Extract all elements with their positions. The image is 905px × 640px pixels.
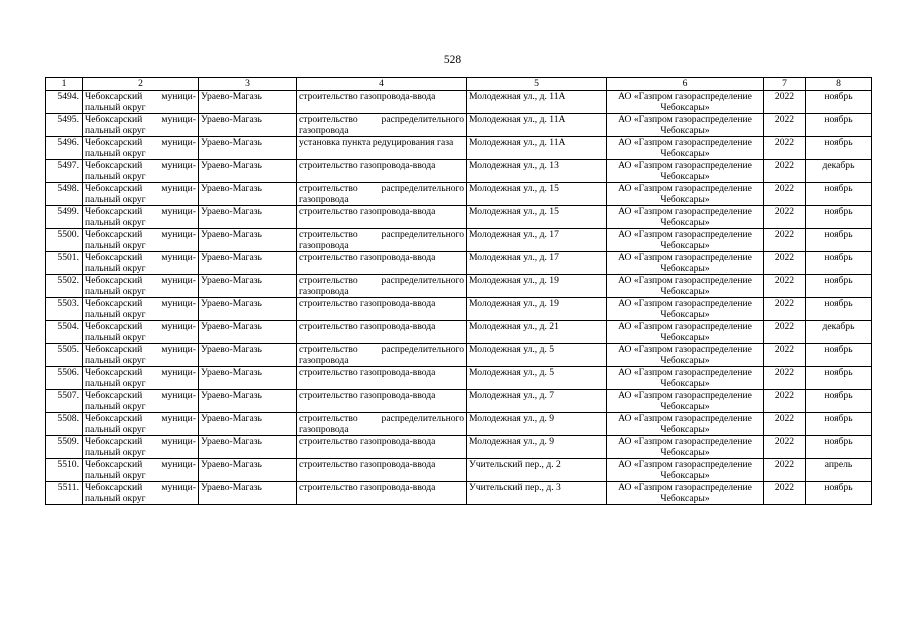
table-row — [46, 252, 872, 275]
district-cell: Чебоксарский муници-пальный округ — [83, 482, 199, 505]
year-cell: 2022 — [764, 229, 806, 252]
address-cell: Молодежная ул., д. 9 — [467, 436, 607, 459]
address-cell: Учительский пер., д. 2 — [467, 459, 607, 482]
work-type-cell: установка пункта редуцирования газа — [297, 137, 467, 160]
settlement-cell: Ураево-Магазь — [199, 390, 297, 413]
month-cell: декабрь — [806, 160, 872, 183]
work-type-cell: строительство распределительного газопровода — [297, 413, 467, 436]
year-cell: 2022 — [764, 91, 806, 114]
row-number: 5502. — [46, 275, 83, 298]
settlement-cell: Ураево-Магазь — [199, 275, 297, 298]
year-cell: 2022 — [764, 436, 806, 459]
settlement-cell: Ураево-Магазь — [199, 137, 297, 160]
district-cell: Чебоксарский муници-пальный округ — [83, 206, 199, 229]
table-row — [46, 229, 872, 252]
district-cell: Чебоксарский муници-пальный округ — [83, 252, 199, 275]
year-cell: 2022 — [764, 459, 806, 482]
row-number: 5506. — [46, 367, 83, 390]
settlement-cell: Ураево-Магазь — [199, 183, 297, 206]
organization-cell: АО «Газпром газораспределение Чебоксары» — [607, 114, 764, 137]
address-cell: Молодежная ул., д. 7 — [467, 390, 607, 413]
table-body — [46, 91, 872, 505]
district-cell: Чебоксарский муници-пальный округ — [83, 229, 199, 252]
row-number: 5507. — [46, 390, 83, 413]
work-type-cell: строительство газопровода-ввода — [297, 160, 467, 183]
month-cell: ноябрь — [806, 229, 872, 252]
district-cell: Чебоксарский муници-пальный округ — [83, 160, 199, 183]
district-cell: Чебоксарский муници-пальный округ — [83, 390, 199, 413]
column-header-4: 4 — [297, 78, 467, 91]
table-row — [46, 137, 872, 160]
work-type-cell: строительство газопровода-ввода — [297, 91, 467, 114]
address-cell: Молодежная ул., д. 9 — [467, 413, 607, 436]
year-cell: 2022 — [764, 344, 806, 367]
year-cell: 2022 — [764, 413, 806, 436]
month-cell: ноябрь — [806, 275, 872, 298]
table-row — [46, 459, 872, 482]
table-row — [46, 206, 872, 229]
year-cell: 2022 — [764, 183, 806, 206]
table-row — [46, 91, 872, 114]
settlement-cell: Ураево-Магазь — [199, 367, 297, 390]
year-cell: 2022 — [764, 482, 806, 505]
address-cell: Молодежная ул., д. 11А — [467, 137, 607, 160]
organization-cell: АО «Газпром газораспределение Чебоксары» — [607, 160, 764, 183]
work-type-cell: строительство распределительного газопровода — [297, 344, 467, 367]
row-number: 5511. — [46, 482, 83, 505]
row-number: 5505. — [46, 344, 83, 367]
year-cell: 2022 — [764, 390, 806, 413]
address-cell: Молодежная ул., д. 19 — [467, 298, 607, 321]
table-row — [46, 344, 872, 367]
address-cell: Молодежная ул., д. 5 — [467, 344, 607, 367]
district-cell: Чебоксарский муници-пальный округ — [83, 344, 199, 367]
year-cell: 2022 — [764, 367, 806, 390]
work-type-cell: строительство газопровода-ввода — [297, 298, 467, 321]
address-cell: Молодежная ул., д. 15 — [467, 206, 607, 229]
work-type-cell: строительство распределительного газопровода — [297, 183, 467, 206]
table-row — [46, 275, 872, 298]
settlement-cell: Ураево-Магазь — [199, 252, 297, 275]
year-cell: 2022 — [764, 137, 806, 160]
month-cell: ноябрь — [806, 137, 872, 160]
table-row — [46, 321, 872, 344]
organization-cell: АО «Газпром газораспределение Чебоксары» — [607, 183, 764, 206]
address-cell: Молодежная ул., д. 5 — [467, 367, 607, 390]
work-type-cell: строительство распределительного газопровода — [297, 229, 467, 252]
table-row — [46, 367, 872, 390]
row-number: 5499. — [46, 206, 83, 229]
organization-cell: АО «Газпром газораспределение Чебоксары» — [607, 482, 764, 505]
month-cell: декабрь — [806, 321, 872, 344]
month-cell: ноябрь — [806, 91, 872, 114]
row-number: 5497. — [46, 160, 83, 183]
work-type-cell: строительство газопровода-ввода — [297, 482, 467, 505]
organization-cell: АО «Газпром газораспределение Чебоксары» — [607, 321, 764, 344]
year-cell: 2022 — [764, 206, 806, 229]
organization-cell: АО «Газпром газораспределение Чебоксары» — [607, 206, 764, 229]
settlement-cell: Ураево-Магазь — [199, 321, 297, 344]
month-cell: ноябрь — [806, 183, 872, 206]
district-cell: Чебоксарский муници-пальный округ — [83, 459, 199, 482]
month-cell: ноябрь — [806, 436, 872, 459]
organization-cell: АО «Газпром газораспределение Чебоксары» — [607, 459, 764, 482]
month-cell: ноябрь — [806, 252, 872, 275]
work-type-cell: строительство распределительного газопровода — [297, 275, 467, 298]
district-cell: Чебоксарский муници-пальный округ — [83, 183, 199, 206]
settlement-cell: Ураево-Магазь — [199, 413, 297, 436]
work-type-cell: строительство газопровода-ввода — [297, 436, 467, 459]
gas-works-table — [45, 77, 872, 505]
row-number: 5498. — [46, 183, 83, 206]
organization-cell: АО «Газпром газораспределение Чебоксары» — [607, 390, 764, 413]
month-cell: ноябрь — [806, 367, 872, 390]
year-cell: 2022 — [764, 252, 806, 275]
table-row — [46, 436, 872, 459]
row-number: 5501. — [46, 252, 83, 275]
column-header-5: 5 — [467, 78, 607, 91]
address-cell: Молодежная ул., д. 17 — [467, 252, 607, 275]
row-number: 5509. — [46, 436, 83, 459]
page-number: 528 — [443, 54, 462, 66]
year-cell: 2022 — [764, 114, 806, 137]
column-header-6: 6 — [607, 78, 764, 91]
year-cell: 2022 — [764, 275, 806, 298]
work-type-cell: строительство распределительного газопровода — [297, 114, 467, 137]
settlement-cell: Ураево-Магазь — [199, 482, 297, 505]
month-cell: ноябрь — [806, 344, 872, 367]
column-header-2: 2 — [83, 78, 199, 91]
table-row — [46, 114, 872, 137]
row-number: 5496. — [46, 137, 83, 160]
row-number: 5503. — [46, 298, 83, 321]
row-number: 5508. — [46, 413, 83, 436]
organization-cell: АО «Газпром газораспределение Чебоксары» — [607, 298, 764, 321]
settlement-cell: Ураево-Магазь — [199, 344, 297, 367]
address-cell: Учительский пер., д. 3 — [467, 482, 607, 505]
district-cell: Чебоксарский муници-пальный округ — [83, 91, 199, 114]
month-cell: ноябрь — [806, 206, 872, 229]
settlement-cell: Ураево-Магазь — [199, 160, 297, 183]
work-type-cell: строительство газопровода-ввода — [297, 390, 467, 413]
column-header-7: 7 — [764, 78, 806, 91]
row-number: 5494. — [46, 91, 83, 114]
work-type-cell: строительство газопровода-ввода — [297, 252, 467, 275]
district-cell: Чебоксарский муници-пальный округ — [83, 137, 199, 160]
district-cell: Чебоксарский муници-пальный округ — [83, 321, 199, 344]
district-cell: Чебоксарский муници-пальный округ — [83, 367, 199, 390]
work-type-cell: строительство газопровода-ввода — [297, 206, 467, 229]
month-cell: ноябрь — [806, 114, 872, 137]
work-type-cell: строительство газопровода-ввода — [297, 459, 467, 482]
organization-cell: АО «Газпром газораспределение Чебоксары» — [607, 229, 764, 252]
table-row — [46, 160, 872, 183]
column-header-3: 3 — [199, 78, 297, 91]
settlement-cell: Ураево-Магазь — [199, 229, 297, 252]
address-cell: Молодежная ул., д. 19 — [467, 275, 607, 298]
organization-cell: АО «Газпром газораспределение Чебоксары» — [607, 252, 764, 275]
organization-cell: АО «Газпром газораспределение Чебоксары» — [607, 91, 764, 114]
settlement-cell: Ураево-Магазь — [199, 114, 297, 137]
header-row — [46, 78, 872, 91]
month-cell: ноябрь — [806, 413, 872, 436]
row-number: 5500. — [46, 229, 83, 252]
address-cell: Молодежная ул., д. 15 — [467, 183, 607, 206]
column-header-1: 1 — [46, 78, 83, 91]
month-cell: ноябрь — [806, 390, 872, 413]
year-cell: 2022 — [764, 298, 806, 321]
table-row — [46, 413, 872, 436]
settlement-cell: Ураево-Магазь — [199, 206, 297, 229]
row-number: 5510. — [46, 459, 83, 482]
district-cell: Чебоксарский муници-пальный округ — [83, 413, 199, 436]
settlement-cell: Ураево-Магазь — [199, 459, 297, 482]
year-cell: 2022 — [764, 160, 806, 183]
month-cell: ноябрь — [806, 298, 872, 321]
organization-cell: АО «Газпром газораспределение Чебоксары» — [607, 344, 764, 367]
settlement-cell: Ураево-Магазь — [199, 436, 297, 459]
year-cell: 2022 — [764, 321, 806, 344]
work-type-cell: строительство газопровода-ввода — [297, 367, 467, 390]
organization-cell: АО «Газпром газораспределение Чебоксары» — [607, 137, 764, 160]
address-cell: Молодежная ул., д. 11А — [467, 91, 607, 114]
table-row — [46, 298, 872, 321]
address-cell: Молодежная ул., д. 21 — [467, 321, 607, 344]
district-cell: Чебоксарский муници-пальный округ — [83, 275, 199, 298]
month-cell: ноябрь — [806, 482, 872, 505]
address-cell: Молодежная ул., д. 11А — [467, 114, 607, 137]
organization-cell: АО «Газпром газораспределение Чебоксары» — [607, 367, 764, 390]
table-row — [46, 482, 872, 505]
table-row — [46, 183, 872, 206]
settlement-cell: Ураево-Магазь — [199, 298, 297, 321]
district-cell: Чебоксарский муници-пальный округ — [83, 436, 199, 459]
month-cell: апрель — [806, 459, 872, 482]
address-cell: Молодежная ул., д. 13 — [467, 160, 607, 183]
settlement-cell: Ураево-Магазь — [199, 91, 297, 114]
organization-cell: АО «Газпром газораспределение Чебоксары» — [607, 413, 764, 436]
district-cell: Чебоксарский муници-пальный округ — [83, 114, 199, 137]
work-type-cell: строительство газопровода-ввода — [297, 321, 467, 344]
organization-cell: АО «Газпром газораспределение Чебоксары» — [607, 436, 764, 459]
column-header-8: 8 — [806, 78, 872, 91]
address-cell: Молодежная ул., д. 17 — [467, 229, 607, 252]
district-cell: Чебоксарский муници-пальный округ — [83, 298, 199, 321]
row-number: 5504. — [46, 321, 83, 344]
row-number: 5495. — [46, 114, 83, 137]
organization-cell: АО «Газпром газораспределение Чебоксары» — [607, 275, 764, 298]
table-row — [46, 390, 872, 413]
